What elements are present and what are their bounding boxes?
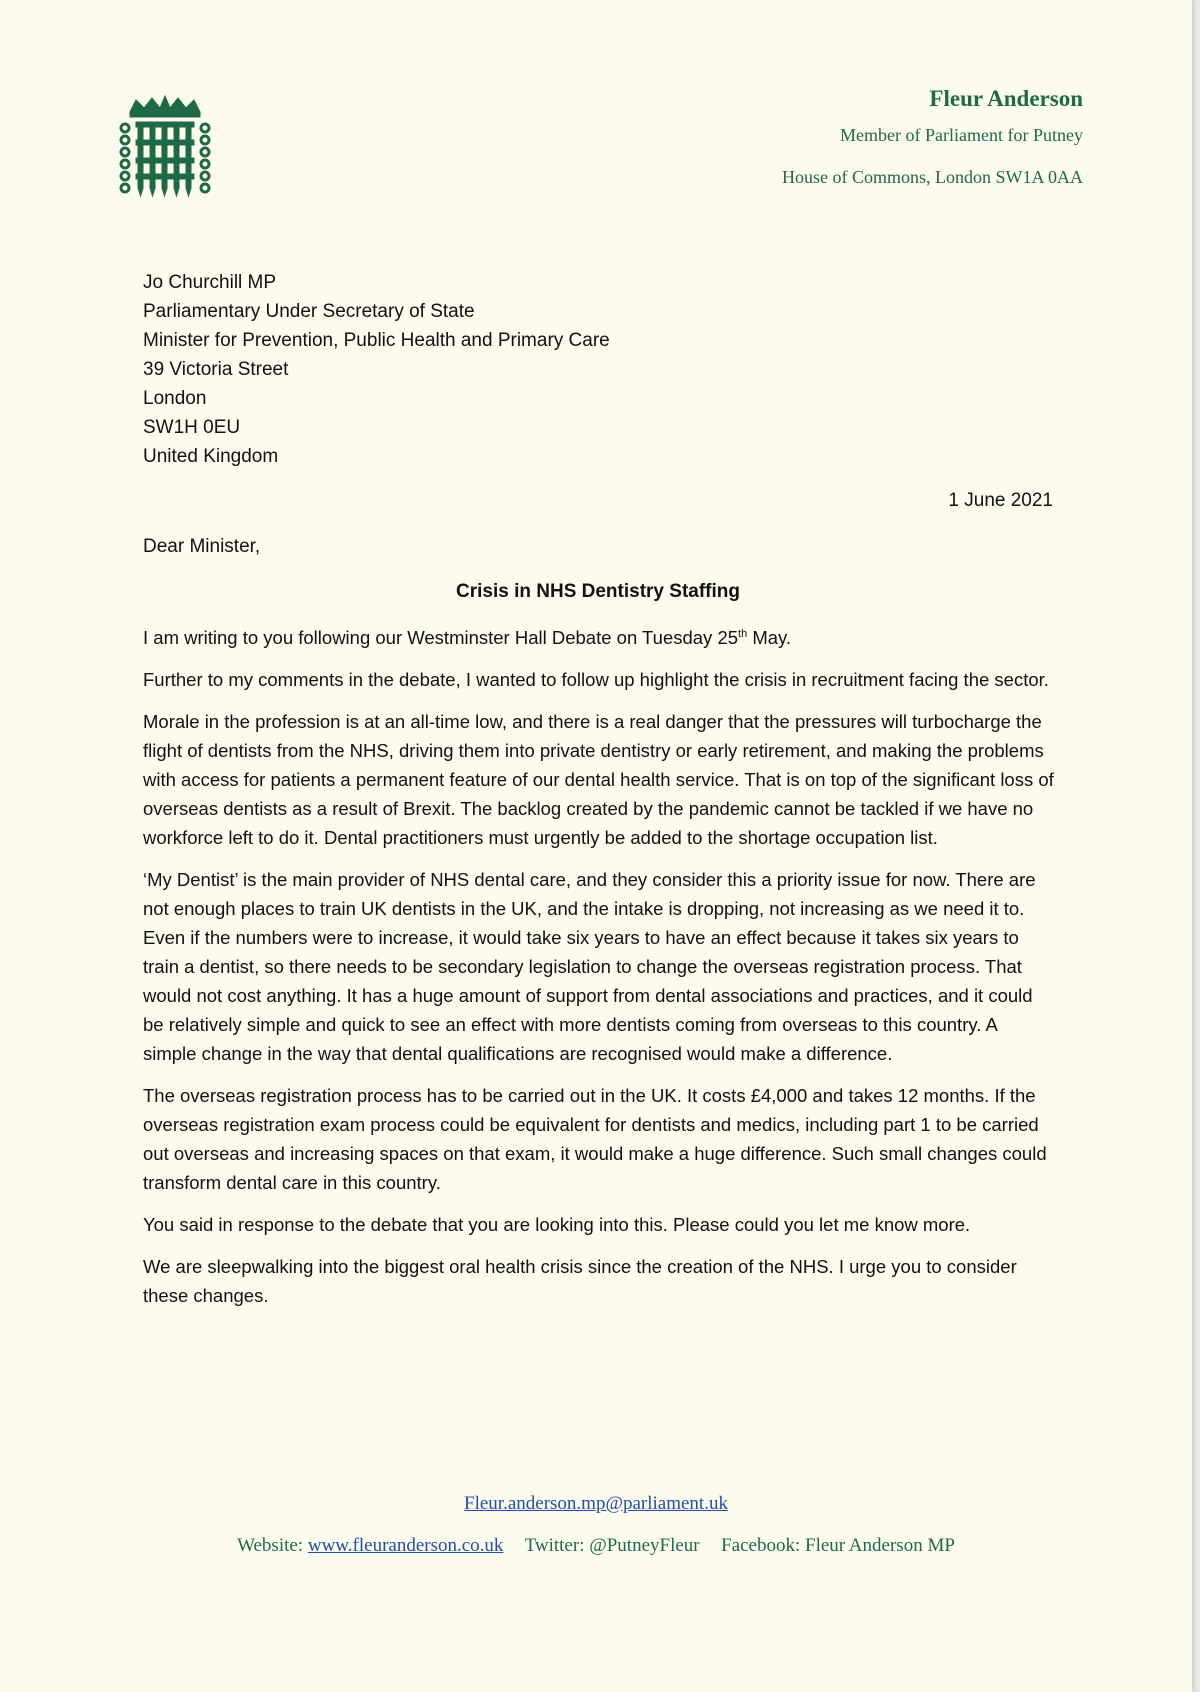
recipient-address [143,268,610,471]
ordinal-suffix: th [738,627,748,640]
recipient-line: Jo Churchill MP [143,272,277,293]
website-label: Website: [237,1535,304,1556]
mp-name: Fleur Anderson [929,86,1083,111]
recipient-line: United Kingdom [143,446,279,467]
salutation: Dear Minister, [143,536,261,557]
mp-role: Member of Parliament for Putney [840,125,1083,145]
paragraph-2: Further to my comments in the debate, I wanted to follow up highlight the crisis in recruitment facing the sector. [143,669,1049,690]
footer-email-row [0,1493,1192,1515]
email-link[interactable]: Fleur.anderson.mp@parliament.uk [464,1493,728,1514]
letter-body [143,623,1055,1323]
footer-contacts [0,1535,1192,1557]
recipient-line: 39 Victoria Street [143,359,289,380]
paragraph-1-end: May. [747,627,792,648]
portcullis-icon [116,94,214,198]
recipient-line: SW1H 0EU [143,417,241,438]
paragraph-1-text: I am writing to you following our Westminster Hall Debate on Tuesday 25 [143,627,739,648]
twitter-handle: Twitter: @PutneyFleur [524,1535,700,1556]
letter-date: 1 June 2021 [948,490,1053,511]
recipient-line: Parliamentary Under Secretary of State [143,301,475,322]
recipient-line: London [143,388,207,409]
facebook-handle: Facebook: Fleur Anderson MP [721,1535,955,1556]
mp-address: House of Commons, London SW1A 0AA [782,167,1083,187]
paragraph-5: The overseas registration process has to be carried out in the UK. It costs £4,000 and takes 12 months. If the overseas registration exam process could be equivalent for dentists and medics, including part 1 to be carried out overseas and increasing spaces on that exam, it would make a huge difference. Such small changes could transform dental care in this country. [143,1085,1047,1193]
paragraph-7: We are sleepwalking into the biggest oral health crisis since the creation of the NHS. I urge you to consider these changes. [143,1256,1017,1306]
paragraph-4: ‘My Dentist’ is the main provider of NHS dental care, and they consider this a priority issue for now. There are not enough places to train UK dentists in the UK, and the intake is dropping, not increasing as we need it to. Even if the numbers were to increase, it would take six years to have an effect because it takes six years to train a dentist, so there needs to be secondary legislation to change the overseas registration process. That would not cost anything. It has a huge amount of support from dental associations and practices, and it could be relatively simple and quick to see an effect with more dentists coming from overseas to this country. A simple change in the way that dental qualifications are recognised would make a difference. [143,869,1036,1064]
letter-subject: Crisis in NHS Dentistry Staffing [456,581,740,602]
paragraph-3: Morale in the profession is at an all-time low, and there is a real danger that the pressures will turbocharge the flight of dentists from the NHS, driving them into private dentistry or early retirement, and making the problems with access for patients a permanent feature of our dental health service. That is on top of the significant loss of overseas dentists as a result of Brexit. The backlog created by the pandemic cannot be tackled if we have no workforce left to do it. Dental practitioners must urgently be added to the shortage occupation list. [143,711,1054,848]
paragraph-1 [143,623,1055,652]
paragraph-6: You said in response to the debate that you are looking into this. Please could you let me know more. [143,1214,971,1235]
website-link[interactable]: www.fleuranderson.co.uk [307,1535,504,1556]
letterhead [782,84,1083,198]
recipient-line: Minister for Prevention, Public Health and Primary Care [143,330,610,351]
